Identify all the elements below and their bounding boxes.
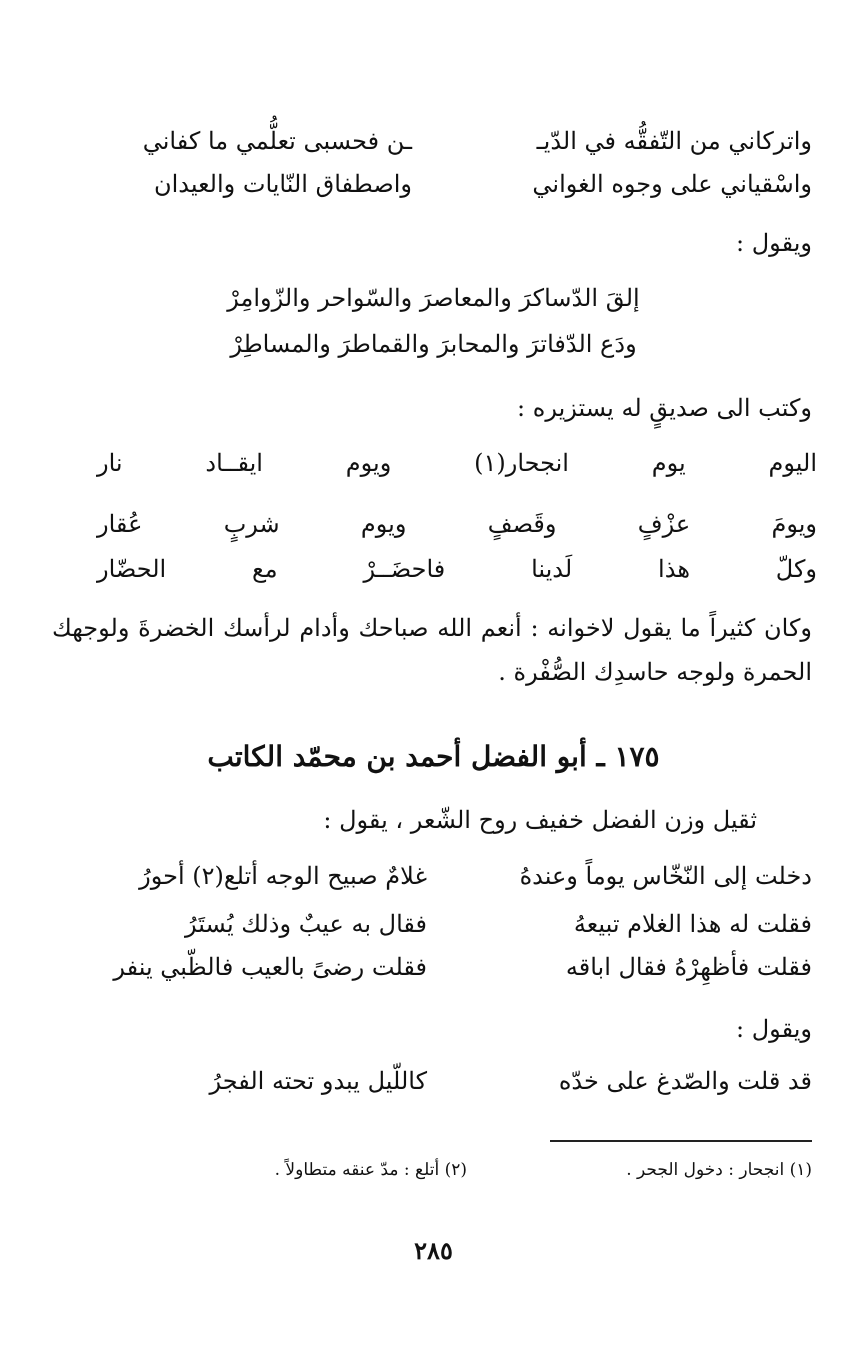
word: وقَصفٍ	[487, 510, 557, 538]
verse-second-hemistich: كاللّيل يبدو تحته الفجرُ	[209, 1067, 427, 1095]
word: فاحضَــرْ	[363, 555, 446, 583]
word: لَدينا	[531, 555, 573, 583]
word: الحضّار	[97, 555, 167, 583]
verse-2-second-hemistich: واصطفاق النّايات والعيدان	[153, 170, 412, 198]
prose-paragraph: وكان كثيراً ما يقول لاخوانه : أنعم الله صباحك وأدام لرأسك الخضرةَ ولوجهك الحمرة ولوجه حاسدِك الصُّفْرة .	[52, 614, 812, 686]
verse-first-hemistich: فقلت له هذا الغلام تبيعهُ	[573, 910, 812, 938]
footnote-2: (٢) أتلع : مدّ عنقه متطاولاً .	[274, 1160, 467, 1180]
word: نار	[97, 449, 123, 477]
word: وكلّ	[775, 555, 817, 583]
verse-first-hemistich: فقلت فأظهِرْهُ فقال اباقه	[565, 953, 812, 981]
grid-verse-row	[97, 510, 817, 538]
intro-line: ويقول :	[736, 229, 812, 257]
word: شربٍ	[223, 510, 280, 538]
word: انجحار(١)	[474, 449, 569, 477]
word: ويوم	[360, 510, 407, 538]
centered-verse: إلقَ الدّساكرَ والمعاصرَ والسّواحر والزّوامِرْ	[227, 284, 640, 312]
word: ايقــاد	[205, 449, 263, 477]
verse-first-hemistich: دخلت إلى النّخّاس يوماً وعندهُ	[519, 862, 812, 890]
verse-first-hemistich: قد قلت والصّدغ على خدّه	[558, 1067, 812, 1095]
verse-1-first-hemistich: واتركاني من التّفقُّه في الدّيـ	[536, 127, 812, 155]
word: ويومَ	[771, 510, 817, 538]
footnote-1: (١) انجحار : دخول الجحر .	[626, 1160, 812, 1180]
page-number: ٢٨٥	[414, 1236, 453, 1265]
section-heading: ١٧٥ ـ أبو الفضل أحمد بن محمّد الكاتب	[207, 740, 660, 773]
word: عُقار	[97, 510, 143, 538]
grid-verse-row	[97, 555, 817, 583]
word: يوم	[651, 449, 686, 477]
intro-line: وكتب الى صديقٍ له يستزيره :	[517, 394, 812, 422]
footnote-divider	[550, 1140, 812, 1142]
grid-verse-row	[97, 449, 817, 477]
intro-line: ويقول :	[736, 1015, 812, 1043]
intro-line: ثقيل وزن الفضل خفيف روح الشّعر ، يقول :	[323, 806, 757, 834]
word: هذا	[658, 555, 690, 583]
verse-second-hemistich: فقلت رضىً بالعيب فالظّبي ينفر	[113, 953, 427, 981]
verse-1-second-hemistich: ـن فحسبى تعلُّمي ما كفاني	[142, 127, 412, 155]
verse-second-hemistich: غلامٌ صبيح الوجه أتلع(٢) أحورُ	[139, 862, 427, 890]
verse-second-hemistich: فقال به عيبٌ وذلك يُستَرُ	[185, 910, 427, 938]
word: مع	[252, 555, 278, 583]
word: اليوم	[768, 449, 817, 477]
word: ويوم	[345, 449, 392, 477]
verse-2-first-hemistich: واسْقياني على وجوه الغواني	[532, 170, 812, 198]
centered-verse: ودَع الدّفاترَ والمحابرَ والقماطرَ والمساطِرْ	[230, 330, 637, 358]
word: عزْفٍ	[637, 510, 691, 538]
